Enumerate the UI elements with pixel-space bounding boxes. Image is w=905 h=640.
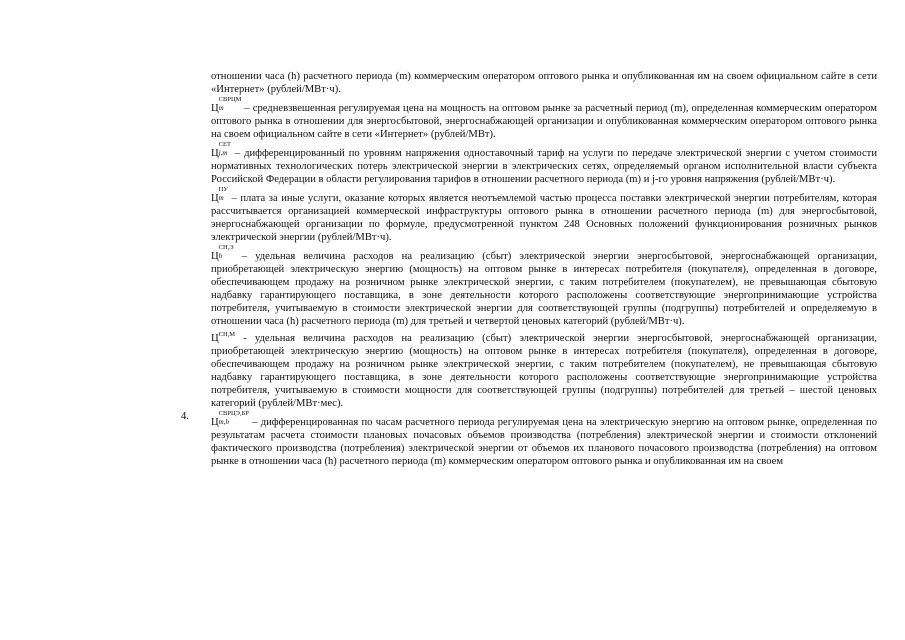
subscript: h bbox=[218, 252, 223, 260]
definition-set bbox=[211, 141, 877, 186]
definition-text: – дифференцированная по часам расчетного периода регулируемая цена на электрическую энергию на оптовом рынке, определенная по результатам расчета стоимости плановых почасовых объемов производства (потребления) электрической энергии и стоимости отклонений фактического производства (потребления) электрической энергии от объемов их планового почасового производства (потребления) на оптовом рынке в отношении часа (h) расчетного периода (m) коммерческим оператором оптового рынка и опубликованная им на своем bbox=[211, 417, 877, 467]
definition-text: – дифференцированный по уровням напряжения одноставочный тариф на услуги по передаче электрической энергии с учетом стоимости нормативных технологических потерь электрической энергии в электрических сетях, определяемый органом исполнительной власти субъекта Российской Федерации в области регулирования тарифов в отношении расчетного периода (m) и j-го уровня напряжения (рублей/МВт·ч). bbox=[211, 148, 877, 185]
definition-text: – удельная величина расходов на реализацию (сбыт) электрической энергии энергосбытовой, энергоснабжающей организации, приобретающей электрическую энергию (мощность) на оптовом рынке в интересах потребителя (покупателя), определенная в договоре, обеспечивающем продажу на розничном рынке электрической энергии, с таким потребителем (покупателем), не превышающая сбытовую надбавку гарантирующего поставщика, в зоне деятельности которого расположены соответствующие энергопринимающие устройства потребителя, учитываемую в стоимости электрической энергии для соответствующей группы (подгруппы) потребителей и определяемую в отношении часа (h) расчетного периода (m) для третьей и четвертой ценовых категорий (рублей/МВт·ч). bbox=[211, 251, 877, 327]
subscript: m bbox=[218, 194, 224, 202]
definition-text: - удельная величина расходов на реализацию (сбыт) электрической энергии энергосбытовой, энергоснабжающей организации, приобретающей электрическую энергию (мощность) на оптовом рынке в интересах потребителя (покупателя), определенная в договоре, обеспечивающем продажу на розничном рынке электрической энергии, с таким потребителем (покупателем), не превышающая сбытовую надбавку гарантирующего поставщика, в зоне деятельности которого расположены соответствующие энергопринимающие устройства потребителя, учитываемую в стоимости мощности для соответствующей группы (подгруппы) потребителей для третьей – шестой ценовых категорий (рублей/МВт·мес). bbox=[211, 333, 877, 409]
superscript: СЕТ bbox=[218, 141, 231, 148]
document-page bbox=[181, 70, 877, 468]
definition-sn-e bbox=[211, 244, 877, 328]
symbol-c: Ц bbox=[211, 193, 219, 204]
subscript: m,h bbox=[218, 418, 229, 426]
symbol-c: Ц bbox=[211, 148, 219, 159]
paragraph-continuation: отношении часа (h) расчетного периода (m) коммерческим оператором оптового рынка и опубликованная им на своем официальном сайте в сети «Интернет» (рублей/МВт·ч). bbox=[211, 71, 877, 95]
superscript: СН,М bbox=[218, 331, 236, 338]
symbol-c: Ц bbox=[211, 251, 219, 262]
definition-text: – средневзвешенная регулируемая цена на мощность на оптовом рынке за расчетный период (m), определенная коммерческим оператором оптового рынка в отношении для энергосбытовой, энергоснабжающей организации и опубликованная коммерческим оператором оптового рынка на своем официальном сайте в сети «Интернет» (рублей/МВт). bbox=[211, 103, 877, 140]
definition-svrce-br bbox=[181, 410, 877, 468]
superscript: СВРЦМ bbox=[218, 96, 242, 103]
superscript: СН,Э bbox=[218, 244, 234, 251]
definition-sn-m bbox=[211, 328, 877, 410]
definition-text: – плата за иные услуги, оказание которых является неотъемлемой частью процесса поставки электрической энергии потребителям, которая рассчитывается организацией коммерческой инфраструктуры оптового рынка в отношении расчетного периода (m) для энергосбытовой, энергоснабжающей организации по формуле, предусмотренной пунктом 248 Основных положений функционирования розничных рынков электрической энергии (рублей/МВт·ч). bbox=[211, 193, 877, 243]
list-number: 4. bbox=[181, 411, 189, 422]
subscript: j,m bbox=[218, 149, 228, 157]
subscript: m bbox=[218, 104, 224, 112]
definition-svrcm bbox=[211, 96, 877, 141]
superscript: СВРЦЭ,БР bbox=[218, 410, 249, 417]
superscript: ПУ bbox=[218, 186, 228, 193]
symbol-c: Ц bbox=[211, 103, 219, 114]
symbol-c: Ц bbox=[211, 333, 219, 344]
symbol-c: Ц bbox=[211, 417, 219, 428]
definition-pu bbox=[211, 186, 877, 244]
